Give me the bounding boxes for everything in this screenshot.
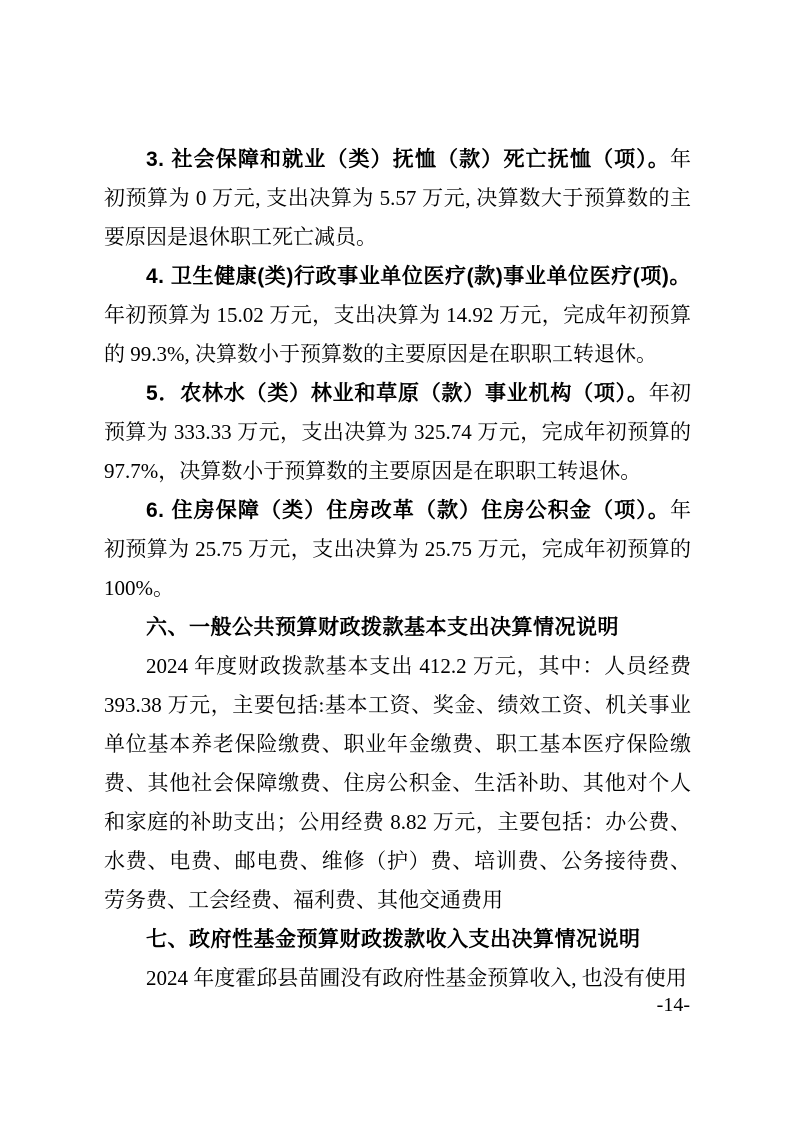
item-4-title: 4. 卫生健康(类)行政事业单位医疗(款)事业单位医疗(项)。 <box>146 265 691 288</box>
item-5-text: 年初预算为 333.33 万元，支出决算为 325.74 万元，完成年初预算的 97.7%，决算数小于预算数的主要原因是在职职工转退休。 <box>104 381 691 483</box>
section-6-heading: 六、一般公共预算财政拨款基本支出决算情况说明 <box>146 616 619 639</box>
item-5-paragraph <box>104 374 691 491</box>
item-4-paragraph <box>104 257 691 374</box>
document-body <box>104 140 691 998</box>
item-3-title: 3. 社会保障和就业（类）抚恤（款）死亡抚恤（项）。 <box>146 148 670 171</box>
section-7-heading: 七、政府性基金预算财政拨款收入支出决算情况说明 <box>146 928 641 951</box>
item-6-paragraph <box>104 491 691 608</box>
item-4-text: 年初预算为 15.02 万元，支出决算为 14.92 万元，完成年初预算的 99.3%, 决算数小于预算数的主要原因是在职职工转退休。 <box>104 303 691 366</box>
item-5-title: 5．农林水（类）林业和草原（款）事业机构（项）。 <box>146 382 649 405</box>
page-number: -14- <box>656 994 690 1016</box>
item-6-text: 年初预算为 25.75 万元，支出决算为 25.75 万元，完成年初预算的 100%。 <box>104 498 691 600</box>
section-6-paragraph: 2024 年度财政拨款基本支出 412.2 万元，其中：人员经费 393.38 万元，主要包括:基本工资、奖金、绩效工资、机关事业单位基本养老保险缴费、职业年金缴费、职工基本医疗保险缴费、其他社会保障缴费、住房公积金、生活补助、其他对个人和家庭的补助支出；公用经费 8.82 万元，主要包括：办公费、水费、电费、邮电费、维修（护）费、培训费、公务接待费、劳务费、工会经费、福利费、其他交通费用 <box>104 654 691 912</box>
item-3-text: 年初预算为 0 万元, 支出决算为 5.57 万元, 决算数大于预算数的主要原因是退休职工死亡减员。 <box>104 147 691 249</box>
section-7-paragraph: 2024 年度霍邱县苗圃没有政府性基金预算收入, 也没有使用 <box>146 966 687 990</box>
item-6-title: 6. 住房保障（类）住房改革（款）住房公积金（项）。 <box>146 499 670 522</box>
item-3-paragraph <box>104 140 691 257</box>
